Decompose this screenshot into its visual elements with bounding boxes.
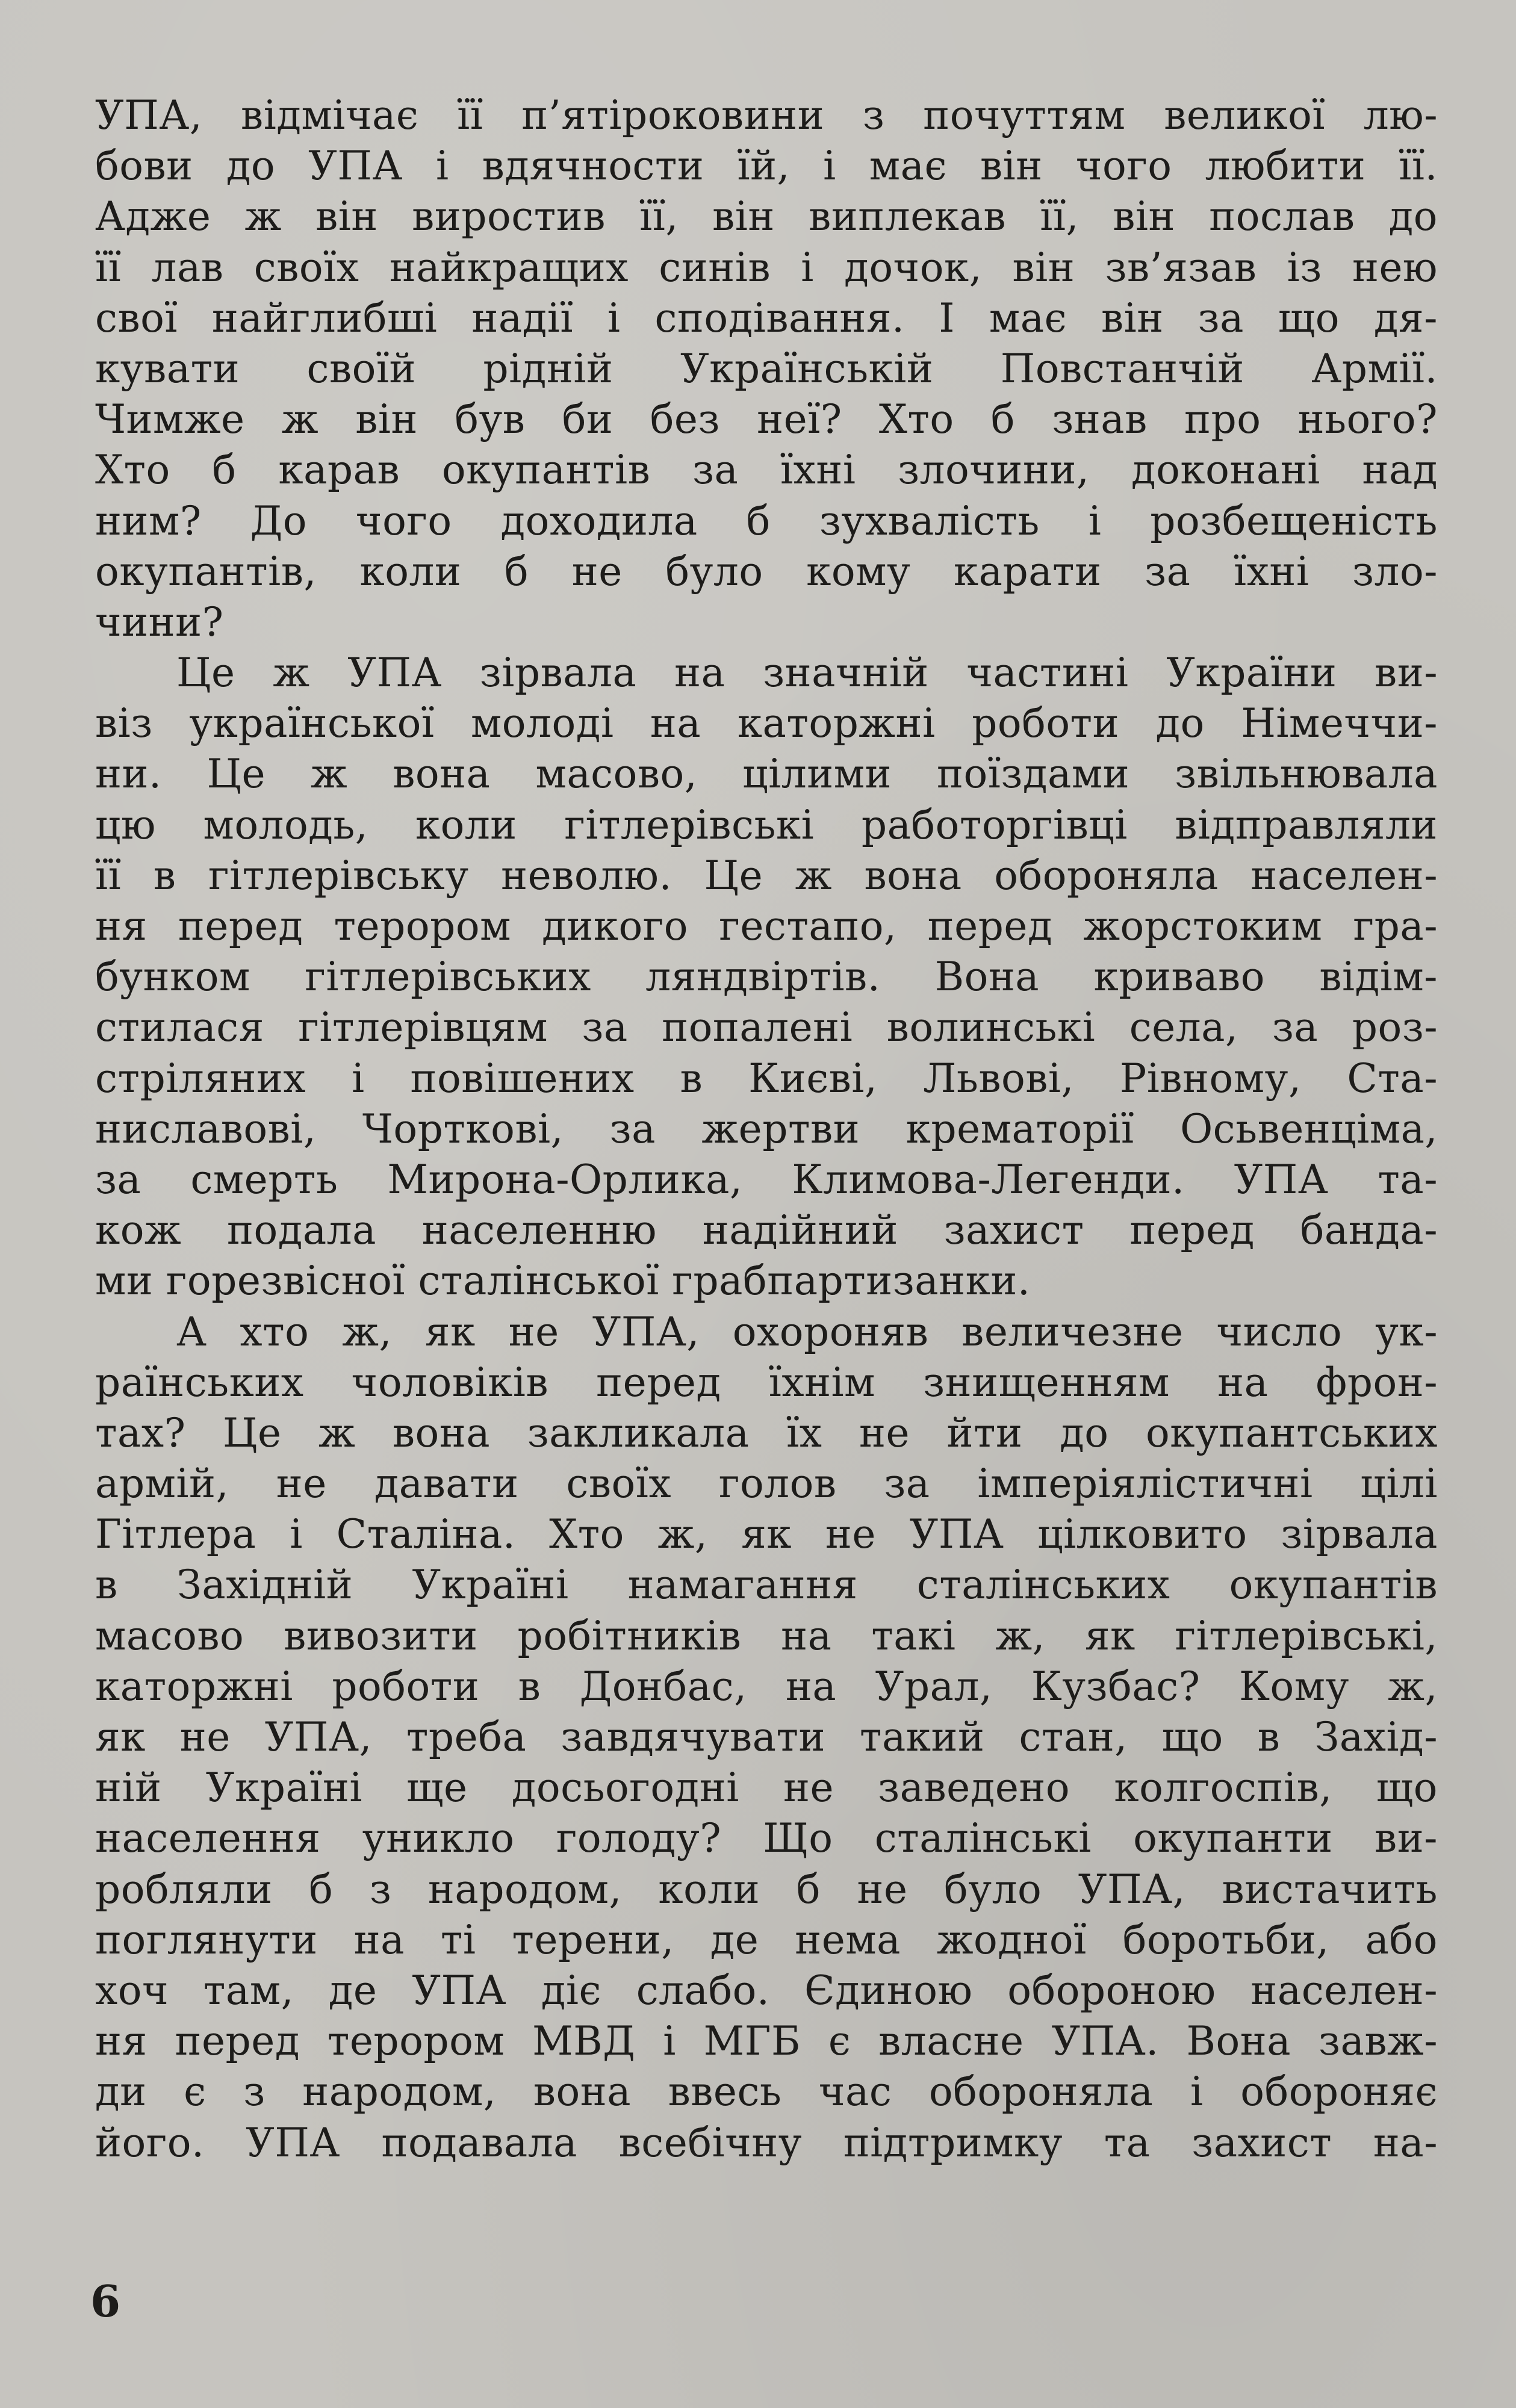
text-line: кувати своїй рідній Українській Повстанчій Армії. (95, 345, 1438, 392)
text-line: окупантів, коли б не було кому карати за їхні зло- (95, 548, 1438, 595)
text-line: ди є з народом, вона ввесь час обороняла і обороняє (95, 2068, 1438, 2115)
text-line: раїнських чоловіків перед їхнім знищенням на фрон- (95, 1359, 1438, 1406)
text-line: бови до УПА і вдячности їй, і має він чого любити її. (95, 143, 1438, 190)
text-line: каторжні роботи в Донбас, на Урал, Кузбас? Кому ж, (95, 1663, 1438, 1710)
text-line: Це ж УПА зірвала на значній частині України ви- (176, 650, 1438, 697)
text-line: стилася гітлерівцям за попалені волинські села, за роз- (95, 1004, 1438, 1051)
text-line: за смерть Мирона-Орлика, Климова-Легенди. УПА та- (95, 1156, 1438, 1203)
text-line: ми горезвісної сталінської грабпартизанки. (95, 1258, 1031, 1305)
text-line: ни. Це ж вона масово, цілими поїздами звільнювала (95, 751, 1438, 798)
text-line: поглянути на ті терени, де нема жодної боротьби, або (95, 1916, 1438, 1963)
text-line: цю молодь, коли гітлерівські работоргівці відправляли (95, 801, 1438, 848)
paragraph-1 (95, 90, 1438, 648)
text-line: масово вивозити робітників на такі ж, як гітлерівські, (95, 1612, 1438, 1659)
text-line: кож подала населенню надійний захист перед банда- (95, 1207, 1438, 1254)
text-line: її в гітлерівську неволю. Це ж вона обороняла населен- (95, 852, 1438, 899)
page-number: 6 (90, 2276, 121, 2327)
text-line: ня перед терором МВД і МГБ є власне УПА. Вона завж- (95, 2018, 1438, 2065)
text-line: стріляних і повішених в Києві, Львові, Рівному, Ста- (95, 1055, 1438, 1102)
text-line: Хто б карав окупантів за їхні злочини, доконані над (95, 447, 1438, 494)
text-line: ній Україні ще досьогодні не заведено колгоспів, що (95, 1764, 1438, 1811)
text-line: віз української молоді на каторжні роботи до Німеччи- (95, 700, 1438, 747)
text-line: бунком гітлерівських ляндвіртів. Вона криваво відім- (95, 954, 1438, 1001)
text-line: Адже ж він виростив її, він виплекав її, він послав до (95, 193, 1438, 240)
text-line: її лав своїх найкращих синів і дочок, він зв’язав із нею (95, 244, 1438, 291)
text-line: як не УПА, треба завдячувати такий стан, що в Захід- (95, 1714, 1438, 1760)
text-line: свої найглибші надії і сподівання. І має він за що дя- (95, 294, 1438, 341)
text-line: ня перед терором дикого гестапо, перед жорстоким гра- (95, 903, 1438, 949)
text-line: його. УПА подавала всебічну підтримку та захист на- (95, 2119, 1438, 2166)
text-line: в Західній Україні намагання сталінських окупантів (95, 1562, 1438, 1609)
text-line: Гітлера і Сталіна. Хто ж, як не УПА цілковито зірвала (95, 1511, 1438, 1558)
text-line: А хто ж, як не УПА, охороняв величезне число ук- (176, 1308, 1438, 1355)
text-line: УПА, відмічає її п’ятіроковини з почуттям великої лю- (95, 92, 1438, 138)
text-line: Чимже ж він був би без неї? Хто б знав про нього? (95, 396, 1438, 443)
text-line: населення уникло голоду? Що сталінські окупанти ви- (95, 1815, 1438, 1862)
text-line: чини? (95, 598, 224, 645)
text-line: армій, не давати своїх голов за імперіялістичні цілі (95, 1460, 1438, 1507)
paragraph-2 (95, 648, 1438, 1306)
text-line: ним? До чого доходила б зухвалість і розбещеність (95, 497, 1438, 544)
paragraph-3 (95, 1307, 1438, 2168)
text-line: ниславові, Чорткові, за жертви крематорії Осьвенціма, (95, 1105, 1438, 1152)
text-line: хоч там, де УПА діє слабо. Єдиною обороною населен- (95, 1967, 1438, 2014)
body-text (95, 90, 1438, 2168)
text-line: робляли б з народом, коли б не було УПА, вистачить (95, 1866, 1438, 1913)
text-line: тах? Це ж вона закликала їх не йти до окупантських (95, 1409, 1438, 1456)
